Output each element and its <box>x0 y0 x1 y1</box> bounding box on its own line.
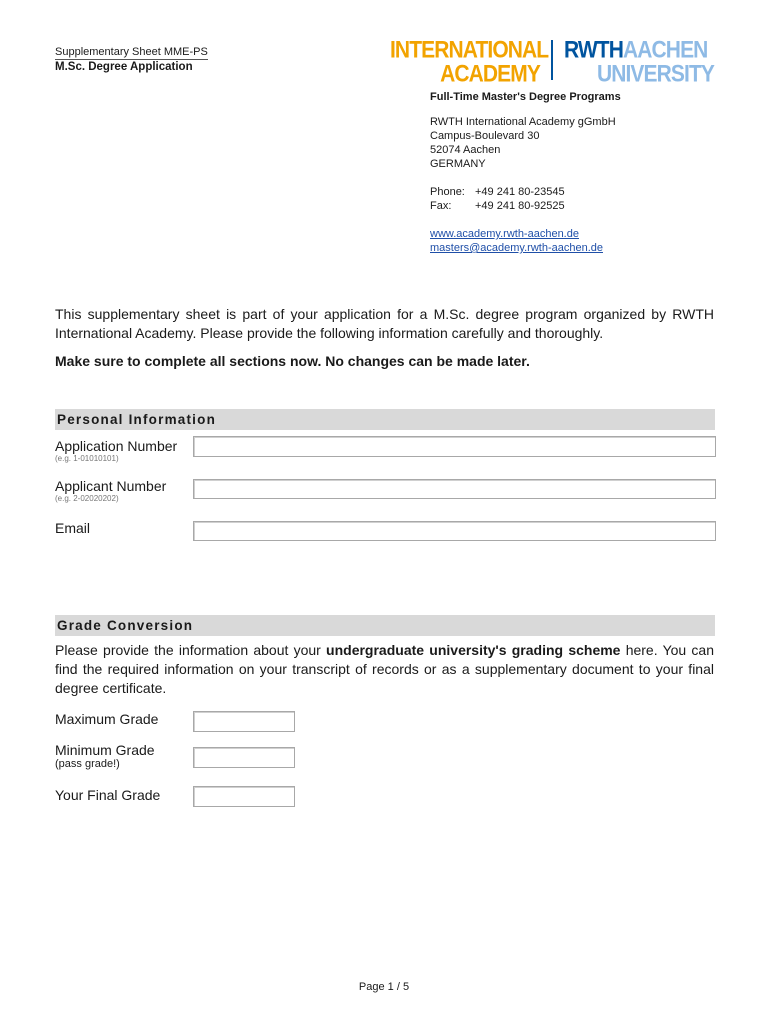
phone-fax-block <box>430 185 565 213</box>
international-academy-logo <box>390 36 549 88</box>
personal-info-heading: Personal Information <box>57 412 217 427</box>
logo-ia-line2: ACADEMY <box>440 61 540 88</box>
page-number: Page 1 / 5 <box>358 981 410 993</box>
logo-rwth-line2: UNIVERSITY <box>596 61 714 88</box>
grade-conversion-header <box>55 615 715 636</box>
rwth-aachen-logo <box>564 38 714 86</box>
personal-info-header <box>55 409 715 430</box>
logo-ia-line1: INTERNATIONAL <box>390 36 549 64</box>
grade-conversion-heading: Grade Conversion <box>57 618 194 633</box>
email-link[interactable]: masters@academy.rwth-aachen.de <box>430 242 603 254</box>
email-input[interactable] <box>193 521 716 541</box>
intro-warning: Make sure to complete all sections now. No changes can be made later. <box>55 353 530 369</box>
sheet-title: M.Sc. Degree Application <box>55 61 193 73</box>
applicant-number-label: Applicant Number <box>55 478 167 494</box>
website-link[interactable]: www.academy.rwth-aachen.de <box>430 228 579 240</box>
application-number-input[interactable] <box>193 436 716 457</box>
final-grade-input[interactable] <box>193 786 295 807</box>
logo-rwth-bold: RWTH <box>564 36 624 64</box>
fax-row <box>430 199 565 213</box>
city: 52074 Aachen <box>430 144 501 156</box>
email-label: Email <box>55 520 91 536</box>
application-number-hint: (e.g. 1-01010101) <box>55 454 119 463</box>
phone-label: Phone: <box>430 186 465 198</box>
links-block <box>430 227 603 255</box>
grade-intro-post: here. You can find the required information on your transcript of records or as a supplementary document to your final degree certificate. <box>55 642 714 696</box>
application-number-label: Application Number <box>55 438 178 454</box>
min-grade-input[interactable] <box>193 747 295 768</box>
fax-value: +49 241 80-92525 <box>475 200 565 212</box>
min-grade-label: Minimum Grade <box>55 742 155 758</box>
logo-rwth-light: AACHEN <box>623 36 708 64</box>
max-grade-label: Maximum Grade <box>55 711 159 727</box>
sheet-label: Supplementary Sheet MME-PS <box>55 46 208 58</box>
phone-value: +49 241 80-23545 <box>475 186 565 198</box>
logo-divider <box>551 40 553 80</box>
fax-label: Fax: <box>430 200 452 212</box>
max-grade-input[interactable] <box>193 711 295 732</box>
applicant-number-input[interactable] <box>193 479 716 499</box>
grade-intro-text <box>55 641 714 698</box>
final-grade-label: Your Final Grade <box>55 787 161 803</box>
org-name: RWTH International Academy gGmbH <box>430 116 616 128</box>
grade-intro-pre: Please provide the information about your <box>55 642 327 658</box>
programs-title: Full-Time Master's Degree Programs <box>430 91 621 103</box>
country: GERMANY <box>430 158 486 170</box>
street: Campus-Boulevard 30 <box>430 130 540 142</box>
phone-row <box>430 185 565 199</box>
grade-intro-bold: undergraduate university's grading scheme <box>326 642 621 658</box>
address-block <box>430 115 616 171</box>
applicant-number-hint: (e.g. 2-02020202) <box>55 494 119 503</box>
min-grade-hint: (pass grade!) <box>55 758 120 770</box>
intro-text: This supplementary sheet is part of your application for a M.Sc. degree program organized by RWTH International Academy. Please provide the following information carefully and thoroughly. <box>55 306 714 341</box>
